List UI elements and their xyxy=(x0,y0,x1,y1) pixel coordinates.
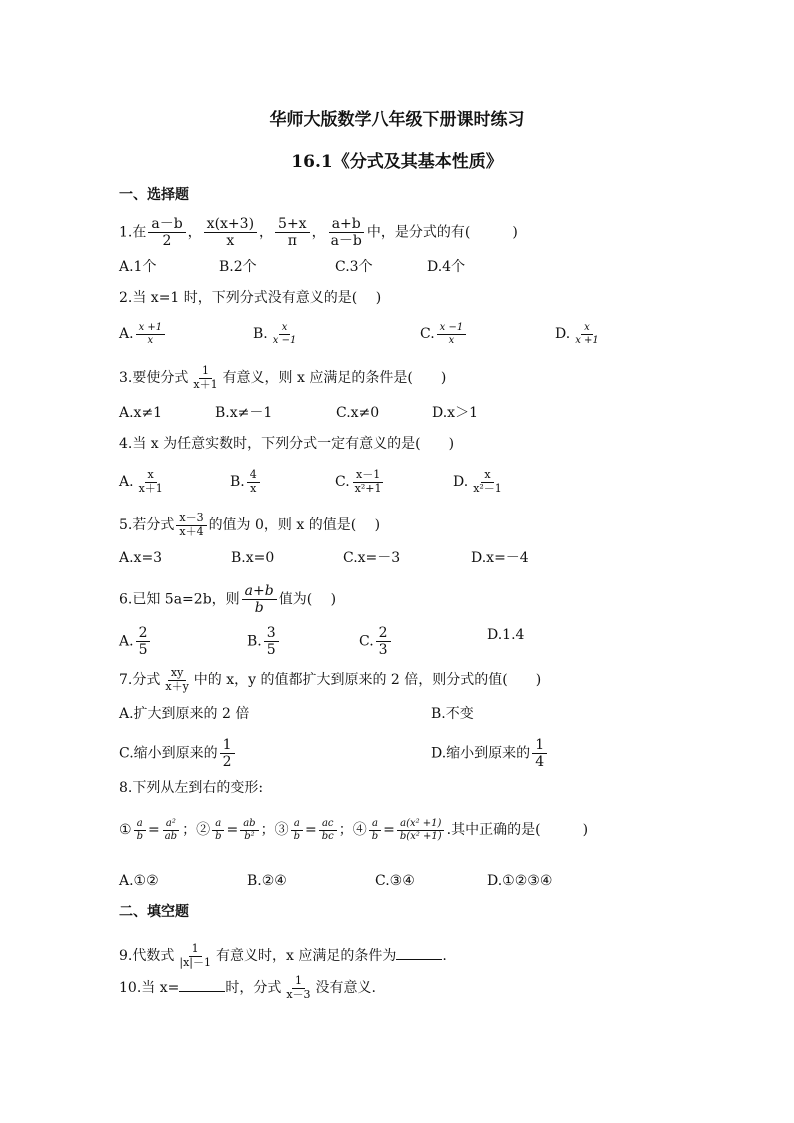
section-multiple-choice: 一、选择题 xyxy=(119,187,189,203)
q3-option-c: C.x≠0 xyxy=(336,405,380,421)
q7-option-c: C.缩小到原来的 $\frac{1}{2}$ xyxy=(119,737,237,770)
document-subtitle: 16.1《分式及其基本性质》 xyxy=(291,152,503,172)
q8-option-d: D.①②③④ xyxy=(487,873,553,889)
fraction: $\frac{5+x}{\pi}$ xyxy=(275,216,310,249)
q3-option-a: A.x≠1 xyxy=(119,405,163,421)
q2-option-c: C. $\frac{x -1}{x}$ xyxy=(420,322,468,346)
q1-option-b: B.2个 xyxy=(219,259,257,275)
q8-option-b: B.②④ xyxy=(247,873,287,889)
question-8-expressions: ① $\frac{a}{b}$ = $\frac{\text{a²}}{ab}$ ；② $\frac{a}{b}$ = $\frac{ab}{\text{b²}}$ ；③ $\frac{a}{b}$ = $\frac{ac}{bc}$ ；④ $\frac{a}{b}$ = $\frac{\text{a(x² +1)}}{\text{b(x² +1)}}$ .其中正确的是( ) xyxy=(119,818,589,842)
question-3: 3.要使分式 $\frac{1}{x+1}$ 有意义，则 x 应满足的条件是( ) xyxy=(119,364,447,391)
question-5: 5.若分式 $\frac{x-3}{x+4}$ 的值为 0，则 x 的值是( ) xyxy=(119,511,381,538)
question-7: 7.分式 $\frac{xy}{x+y}$ 中的 x，y 的值都扩大到原来的 2 倍，则分式的值( ) xyxy=(119,666,542,693)
fraction: $\frac{a+b}{a-b}$ xyxy=(330,216,362,250)
question-2: 2.当 x=1 时，下列分式没有意义的是( ) xyxy=(119,290,382,306)
q1-option-a: A.1个 xyxy=(119,259,157,275)
q6-option-d: D.1.4 xyxy=(487,627,525,643)
q3-option-b: B.x≠－1 xyxy=(215,405,273,421)
answer-blank[interactable] xyxy=(396,945,442,960)
q4-option-d: D. $\frac{x}{\text{x²－1}}$ xyxy=(453,468,502,495)
q4-option-a: A. $\frac{x}{x+1}$ xyxy=(119,468,163,495)
q8-option-c: C.③④ xyxy=(375,873,415,889)
q5-option-a: A.x=3 xyxy=(119,550,163,566)
q8-option-a: A.①② xyxy=(119,873,159,889)
q2-option-a: A. $\frac{x +1}{x}$ xyxy=(119,322,167,346)
q3-option-d: D.x＞1 xyxy=(432,405,478,421)
q4-option-b: B. $\frac{4}{x}$ xyxy=(230,469,262,495)
q7-option-d: D.缩小到原来的 $\frac{1}{4}$ xyxy=(431,737,549,770)
answer-blank[interactable] xyxy=(179,977,225,992)
q6-option-c: C. $\frac{2}{3}$ xyxy=(359,625,393,658)
question-6: 6.已知 5a=2b，则 $\frac{a+b}{b}$ 值为( ) xyxy=(119,583,337,617)
question-9: 9.代数式 $\frac{1}{|x|-1}$ 有意义时，x 应满足的条件为 . xyxy=(119,942,447,969)
question-1: 1.在 $\frac{a-b}{2}$ ， $\frac{x(x+3)}{x}$ ， $\frac{5+x}{\pi}$ ， $\frac{a+b}{a-b}$ 中，是分式的有( ) xyxy=(119,216,518,250)
q2-option-b: B. $\frac{x}{x -1}$ xyxy=(253,322,297,346)
q5-option-b: B.x=0 xyxy=(231,550,275,566)
q4-option-c: C. $\frac{x-1}{\text{x²+1}}$ xyxy=(335,468,382,495)
q2-option-d: D. $\frac{x}{x +1}$ xyxy=(555,322,599,346)
q7-option-b: B.不变 xyxy=(431,706,474,722)
question-8: 8.下列从左到右的变形: xyxy=(119,780,264,796)
document-title: 华师大版数学八年级下册课时练习 xyxy=(269,110,525,130)
question-4: 4.当 x 为任意实数时，下列分式一定有意义的是( ) xyxy=(119,436,455,452)
question-10: 10.当 x= 时，分式 $\frac{1}{x-3}$ 没有意义. xyxy=(119,974,376,1001)
fraction: $\frac{a-b}{2}$ xyxy=(148,216,185,249)
q7-option-a: A.扩大到原来的 2 倍 xyxy=(119,706,250,722)
q6-option-a: A. $\frac{2}{5}$ xyxy=(119,625,152,658)
section-fill-in-blank: 二、填空题 xyxy=(119,904,189,920)
q1-option-c: C.3个 xyxy=(335,259,373,275)
fraction: $\frac{x(x+3)}{x}$ xyxy=(204,216,257,249)
q5-option-c: C.x=－3 xyxy=(343,550,401,566)
q6-option-b: B. $\frac{3}{5}$ xyxy=(247,625,281,658)
q1-option-d: D.4个 xyxy=(427,259,466,275)
q5-option-d: D.x=－4 xyxy=(471,550,529,566)
